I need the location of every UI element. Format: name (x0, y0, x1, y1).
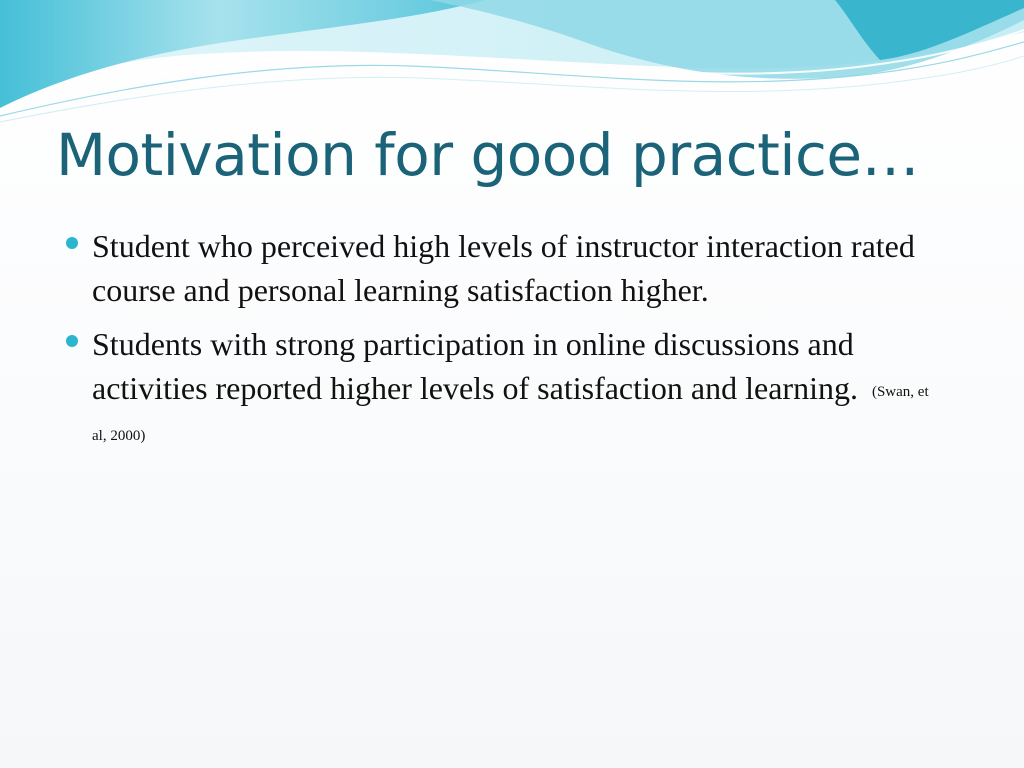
citation: (Swan, et al, 2000) (92, 384, 929, 444)
header-wave-decoration (0, 0, 1024, 130)
bullet-item (64, 322, 944, 454)
bullet-dot-icon (66, 237, 78, 249)
bullet-item (64, 224, 944, 312)
bullet-list (64, 224, 944, 464)
slide-title: Motivation for good practice… (56, 121, 920, 189)
bullet-text: Student who perceived high levels of instructor interaction rated course and personal learning satisfaction higher. (92, 228, 915, 308)
bullet-text: Students with strong participation in online discussions and activities reported higher levels of satisfaction and learning. (92, 326, 858, 406)
bullet-dot-icon (66, 335, 78, 347)
